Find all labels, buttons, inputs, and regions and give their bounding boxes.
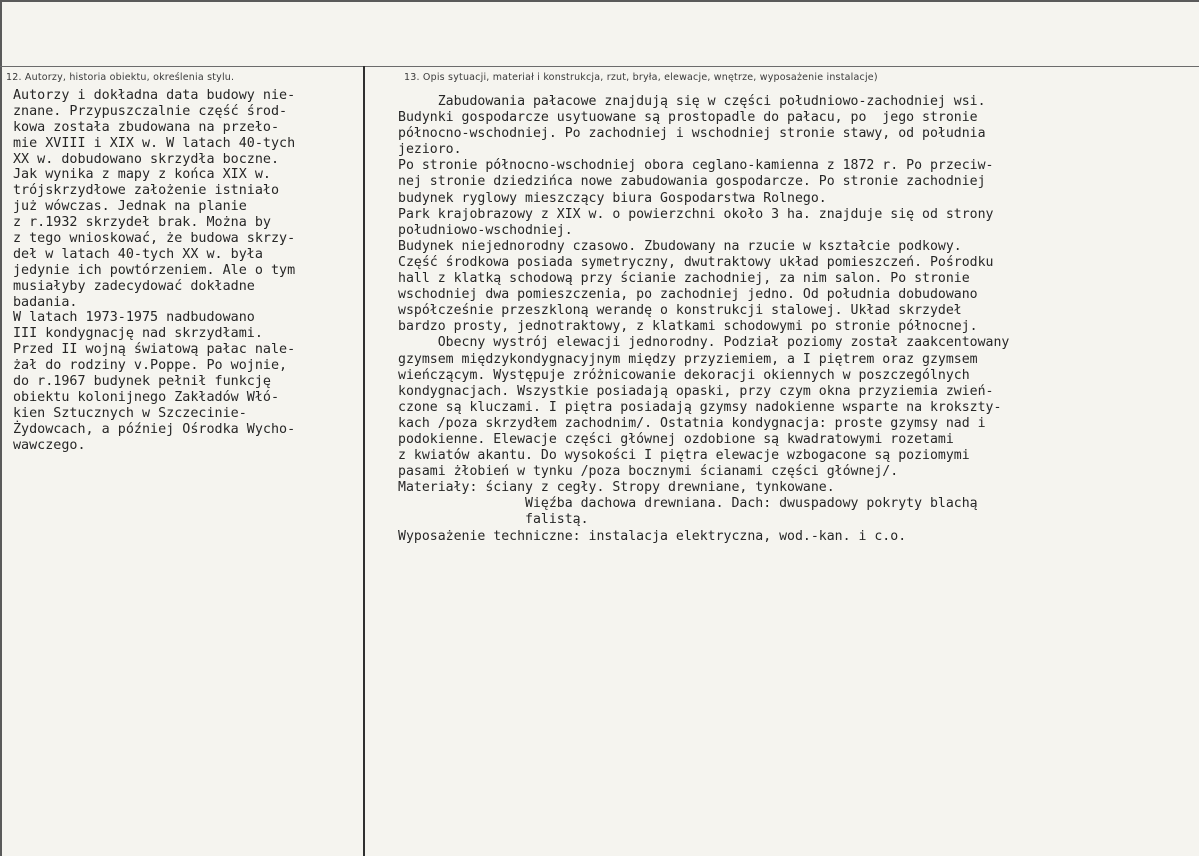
text-line: z tego wnioskować, że budowa skrzy- — [13, 231, 296, 247]
text-line: kondygnacjach. Wszystkie posiadają opaski, przy czym okna przyziemia zwień- — [398, 383, 994, 399]
text-line: Budynek niejednorodny czasowo. Zbudowany na rzucie w kształcie podkowy. — [398, 238, 962, 254]
text-line: XX w. dobudowano skrzydła boczne. — [13, 151, 280, 167]
text-line: badania. — [13, 294, 78, 310]
text-line: Po stronie północno-wschodniej obora ceglano-kamienna z 1872 r. Po przeciw- — [398, 158, 994, 174]
text-line: musiałyby zadecydować dokładne — [13, 278, 255, 294]
text-line: hall z klatką schodową przy ścianie zachodniej, za nim salon. Po stronie — [398, 271, 970, 287]
text-line: Autorzy i dokładna data budowy nie- — [13, 88, 296, 103]
text-line: współcześnie przeszkloną werandę o konstrukcji stalowej. Układ skrzydeł — [398, 303, 962, 319]
text-line: pasami żłobień w tynku /poza bocznymi ścianami części głównej/. — [398, 464, 899, 480]
section-13-heading: 13. Opis sytuacji, materiał i konstrukcja, rzut, bryła, elewacje, wnętrze, wyposażenie instalacje) — [404, 72, 878, 83]
text-line: kach /poza skrzydłem zachodnim/. Ostatnia kondygnacja: proste gzymsy nad i — [398, 415, 986, 431]
text-line: W latach 1973-1975 nadbudowano — [13, 310, 255, 326]
text-line: budynek ryglowy mieszczący biura Gospodarstwa Rolnego. — [398, 190, 827, 206]
text-line: znane. Przypuszczalnie część środ- — [13, 103, 288, 119]
text-line: kien Sztucznych w Szczecinie- — [13, 405, 247, 421]
section-12-heading: 12. Autorzy, historia obiektu, określenia stylu. — [6, 72, 235, 83]
text-line: III kondygnację nad skrzydłami. — [13, 326, 263, 342]
text-line: Więźba dachowa drewniana. Dach: dwuspadowy pokryty blachą — [398, 496, 978, 512]
text-line: Wyposażenie techniczne: instalacja elektryczna, wod.-kan. i c.o. — [398, 528, 907, 544]
history-text — [13, 88, 373, 453]
text-line: jedynie ich powtórzeniem. Ale o tym — [13, 262, 296, 278]
text-line: gzymsem międzykondygnacyjnym między przyziemiem, a I piętrem oraz gzymsem — [398, 351, 978, 367]
text-line: mie XVIII i XIX w. W latach 40-tych — [13, 135, 296, 151]
text-line: podokienne. Elewacje części głównej ozdobione są kwadratowymi rozetami — [398, 431, 954, 447]
text-line: obiektu kolonijnego Zakładów Włó- — [13, 389, 280, 405]
text-line: do r.1967 budynek pełnił funkcję — [13, 374, 271, 390]
text-line: południowo-wschodniej. — [398, 222, 573, 238]
text-line: z kwiatów akantu. Do wysokości I piętra elewacje wzbogacone są poziomymi — [398, 448, 970, 464]
description-text — [398, 94, 1193, 545]
text-line: deł w latach 40-tych XX w. była — [13, 246, 263, 262]
text-line: jezioro. — [398, 142, 462, 158]
text-line: trójskrzydłowe założenie istniało — [13, 183, 280, 199]
text-line: z r.1932 skrzydeł brak. Można by — [13, 215, 271, 231]
text-line: Materiały: ściany z cegły. Stropy drewniane, tynkowane. — [398, 480, 835, 496]
text-line: wschodniej dwa pomieszczenia, po zachodniej jedno. Od południa dobudowano — [398, 287, 978, 303]
text-line: wieńczącym. Występuje zróżnicowanie dekoracji okiennych w poszczególnych — [398, 367, 970, 383]
text-line: Obecny wystrój elewacji jednorodny. Podział poziomy został zaakcentowany — [398, 335, 1010, 351]
text-line: już wówczas. Jednak na planie — [13, 199, 247, 215]
text-line: czone są kluczami. I piętra posiadają gzymsy nadokienne wsparte na krokszty- — [398, 399, 1002, 415]
text-line: Zabudowania pałacowe znajdują się w części południowo-zachodniej wsi. — [398, 94, 986, 109]
text-line: wawczego. — [13, 437, 86, 453]
text-line: Część środkowa posiada symetryczny, dwutraktowy układ pomieszczeń. Pośrodku — [398, 254, 994, 270]
text-line: Park krajobrazowy z XIX w. o powierzchni około 3 ha. znajduje się od strony — [398, 206, 994, 222]
text-line: północno-wschodniej. Po zachodniej i wschodniej stronie stawy, od południa — [398, 126, 986, 142]
text-line: bardzo prosty, jednotraktowy, z klatkami schodowymi po stronie północnej. — [398, 319, 978, 335]
text-line: falistą. — [398, 512, 589, 528]
text-line: kowa została zbudowana na przeło- — [13, 119, 280, 135]
text-line: Jak wynika z mapy z końca XIX w. — [13, 167, 271, 183]
text-line: nej stronie dziedzińca nowe zabudowania gospodarcze. Po stronie zachodniej — [398, 174, 986, 190]
text-line: Żydowcach, a później Ośrodka Wycho- — [13, 421, 296, 437]
text-line: Budynki gospodarcze usytuowane są prostopadle do pałacu, po jego stronie — [398, 110, 978, 126]
header-divider — [0, 66, 1199, 67]
text-line: żał do rodziny v.Poppe. Po wojnie, — [13, 358, 288, 374]
text-line: Przed II wojną światową pałac nale- — [13, 342, 296, 358]
